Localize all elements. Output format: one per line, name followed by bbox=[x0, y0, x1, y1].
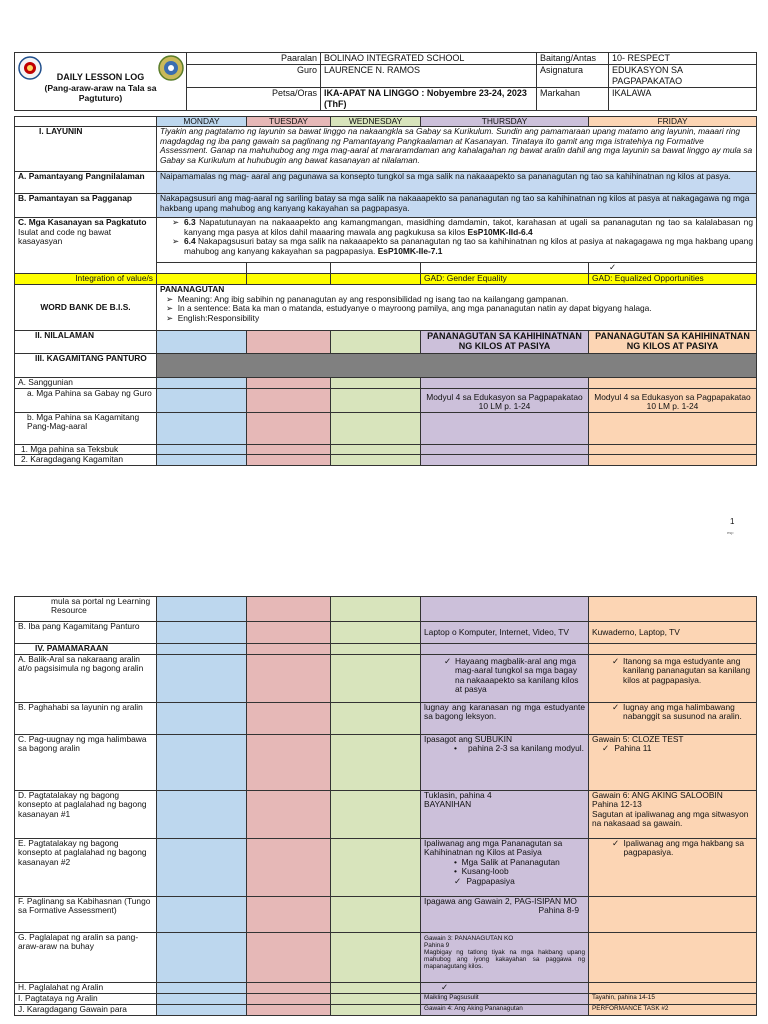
check-icon: ✓ bbox=[421, 983, 589, 994]
kasanayan-item-1 bbox=[160, 218, 753, 237]
day-header-empty bbox=[15, 117, 157, 127]
nilalaman-wed bbox=[331, 331, 421, 354]
check-icon: ✓ bbox=[612, 656, 620, 666]
pagtatalakay1-fri: Gawain 6: ANG AKING SALOOBIN Pahina 12-13 Sagutan at ipaliwanag ang mga sitwasyon na nakasaad sa gawain. bbox=[589, 791, 757, 839]
pagtatalakay2-label: E. Pagtatalakay ng bagong konsepto at paglalahad ng bagong kasanayan #2 bbox=[15, 839, 157, 897]
paglalapat-fri bbox=[589, 933, 757, 983]
bullet-icon: • bbox=[454, 866, 457, 877]
kasanayan-sub: Isulat and code ng bawat kasayasyan bbox=[18, 226, 112, 247]
pag-uugnay-wed bbox=[331, 735, 421, 791]
sanggunian-thu bbox=[421, 378, 589, 388]
paglalapat-label: G. Paglalapat ng aralin sa pang-araw-araw na buhay bbox=[15, 933, 157, 983]
kasanayan-item-2 bbox=[160, 237, 753, 256]
pagtatalakay1-wed bbox=[331, 791, 421, 839]
karagdagang-gawain-label: J. Karagdagang Gawain para bbox=[15, 1005, 157, 1016]
pagtataya-mon bbox=[157, 994, 247, 1005]
sanggunian-fri bbox=[589, 378, 757, 388]
day-header-monday: MONDAY bbox=[157, 117, 247, 127]
balik-aral-label: A. Balik-Aral sa nakaraang aralin at/o pagsisimula ng bagong aralin bbox=[15, 655, 157, 703]
check-icon: ✓ bbox=[454, 875, 462, 886]
sanggunian-label: A. Sanggunian bbox=[15, 378, 157, 388]
portal-thu bbox=[421, 597, 589, 622]
kasanayan-num-1: 6.3 bbox=[184, 217, 196, 228]
pagtataya-tue bbox=[247, 994, 331, 1005]
teksbuk-label: 1. Mga pahina sa Teksbuk bbox=[15, 444, 157, 454]
paglinang-mon bbox=[157, 897, 247, 933]
kagamitan-label: III. KAGAMITANG PANTURO bbox=[15, 354, 157, 378]
pagtataya-fri: Tayahin, pahina 14-15 bbox=[589, 994, 757, 1005]
lesson-table-2 bbox=[14, 596, 757, 1016]
pagganap-label: B. Pamantayan sa Pagganap bbox=[15, 194, 157, 218]
kasanayan-text-2: Nakapagsusuri batay sa mga salik na nakaaapekto sa pananagutan ng tao sa kahihinatnan ng kilos at pasiya at nakagagawa ng mga hakbang upang mahubog ang kanyang kakayahan sa pagpapasiya. bbox=[184, 236, 753, 256]
iba-pang-tue bbox=[247, 622, 331, 644]
pamamaraan-wed bbox=[331, 644, 421, 655]
check-icon: ✓ bbox=[589, 263, 757, 274]
teksbuk-wed bbox=[331, 444, 421, 454]
values-wed bbox=[331, 274, 421, 285]
lesson-table-page2 bbox=[14, 596, 756, 1016]
layunin-text: Tiyakin ang pagtatamo ng layunin sa bawat linggo na nakaangkla sa Gabay sa Kurikulum. Sundin ang pamamaraan upang matamo ang layunin, maaari ring magdagdag ng iba pang gawain sa paglinang ng Pamantayang Pangkaalaman at Kasanayan. Tinataya ito gamit ang mga istratehiya ng Formative Assessment. Ganap na mahuhubog ang mga mag-aaral at mararamdaman ang kahalagahan ng bawat aralin dahil ang mga layunin sa bawat linggo ay mula sa Gabay sa Kurikulum at huhubugin ang bawat kasanayan at nilalaman. bbox=[157, 127, 757, 172]
pamamaraan-thu bbox=[421, 644, 589, 655]
check-icon: ✓ bbox=[444, 656, 452, 666]
pagtatalakay2-fri: ✓ Ipaliwanag ang mga hakbang sa pagpapasiya. bbox=[589, 839, 757, 897]
pagtataya-wed bbox=[331, 994, 421, 1005]
paglinang-label: F. Paglinang sa Kabihasnan (Tungo sa Formative Assessment) bbox=[15, 897, 157, 933]
paglalapat-thu: Gawain 3: PANANAGUTAN KO Pahina 9 Magbigay ng tatlong tiyak na mga hakbang upang mahubog ang iyong kakayahan sa paggawa ng mapanagutang kilos. bbox=[421, 933, 589, 983]
asignatura-value: EDUKASYON SA PAGPAPAKATAO bbox=[609, 65, 757, 88]
pagtatalakay2-tue bbox=[247, 839, 331, 897]
day-header-wednesday: WEDNESDAY bbox=[331, 117, 421, 127]
karagdagang-gawain-wed bbox=[331, 1005, 421, 1016]
school-seal-icon bbox=[158, 55, 184, 81]
baitang-label: Baitang/Antas bbox=[537, 53, 609, 65]
karagdagang-gawain-tue bbox=[247, 1005, 331, 1016]
kasanayan-mon bbox=[157, 263, 247, 274]
paglalapat-wed bbox=[331, 933, 421, 983]
wordbank-label: WORD BANK DE B.I.S. bbox=[15, 285, 157, 331]
sanggunian-tue bbox=[247, 378, 331, 388]
karagdagang-label: 2. Karagdagang Kagamitan bbox=[15, 455, 157, 465]
gabay-guro-tue bbox=[247, 388, 331, 412]
day-header-friday: FRIDAY bbox=[589, 117, 757, 127]
nilalaman-thu: PANANAGUTAN SA KAHIHINATNAN NG KILOS AT PASIYA bbox=[421, 331, 589, 354]
teksbuk-thu bbox=[421, 444, 589, 454]
arrow-bullet-icon: ➢ bbox=[172, 217, 180, 228]
sanggunian-mon bbox=[157, 378, 247, 388]
kasanayan-thu bbox=[421, 263, 589, 274]
balik-aral-thu: ✓ Hayaang magbalik-aral ang mga mag-aaral tungkol sa mga bagay na nakaaapekto sa kanilang kilos at pasya bbox=[421, 655, 589, 703]
portal-mon bbox=[157, 597, 247, 622]
paglalahat-tue bbox=[247, 983, 331, 994]
teksbuk-fri bbox=[589, 444, 757, 454]
pagtataya-thu: Maikling Pagsusulit bbox=[421, 994, 589, 1005]
pangnilalaman-text: Naipamamalas ng mag- aaral ang pagunawa sa konsepto tungkol sa mga salik na nakaaapekto sa pananagutan ng tao sa kahihinatnan ng kilos at pasya. bbox=[157, 172, 757, 194]
lesson-table-page1 bbox=[14, 116, 756, 466]
paglinang-fri bbox=[589, 897, 757, 933]
karagdagang-gawain-fri: PERFORMANCE TASK #2 bbox=[589, 1005, 757, 1016]
gabay-guro-mon bbox=[157, 388, 247, 412]
paglinang-wed bbox=[331, 897, 421, 933]
kasanayan-tue bbox=[247, 263, 331, 274]
gabay-guro-thu: Modyul 4 sa Edukasyon sa Pagpapakatao 10 LM p. 1-24 bbox=[421, 388, 589, 412]
paglalapat-tue bbox=[247, 933, 331, 983]
balik-aral-mon bbox=[157, 655, 247, 703]
portal-label: mula sa portal ng Learning Resource bbox=[15, 597, 157, 622]
karagdagang-gawain-mon bbox=[157, 1005, 247, 1016]
teksbuk-mon bbox=[157, 444, 247, 454]
karagdagang-fri bbox=[589, 455, 757, 465]
paglalapat-mon bbox=[157, 933, 247, 983]
iba-pang-label: B. Iba pang Kagamitang Panturo bbox=[15, 622, 157, 644]
asignatura-label: Asignatura bbox=[537, 65, 609, 88]
pamamaraan-mon bbox=[157, 644, 247, 655]
kasanayan-label-cell bbox=[15, 218, 157, 274]
check-icon: ✓ bbox=[612, 702, 620, 712]
kagamitan-mag-aaral-label: b. Mga Pahina sa Kagamitang Pang-Mag-aaral bbox=[15, 412, 157, 444]
paghahabi-wed bbox=[331, 703, 421, 735]
paghahabi-thu: lugnay ang karanasan ng mga estudyante sa bagong leksyon. bbox=[421, 703, 589, 735]
pag-uugnay-tue bbox=[247, 735, 331, 791]
pagtatalakay2-mon bbox=[157, 839, 247, 897]
portal-tue bbox=[247, 597, 331, 622]
karagdagang-tue bbox=[247, 455, 331, 465]
iba-pang-mon bbox=[157, 622, 247, 644]
iba-pang-thu: Laptop o Komputer, Internet, Video, TV bbox=[421, 622, 589, 644]
paaralan-value: BOLINAO INTEGRATED SCHOOL bbox=[321, 53, 537, 65]
paglalahat-mon bbox=[157, 983, 247, 994]
paglalahat-label: H. Paglalahat ng Aralin bbox=[15, 983, 157, 994]
arrow-bullet-icon: ➢ bbox=[172, 236, 180, 247]
paghahabi-mon bbox=[157, 703, 247, 735]
pag-uugnay-fri: Gawain 5: CLOZE TEST ✓ Pahina 11 bbox=[589, 735, 757, 791]
bullet-icon: • bbox=[454, 743, 457, 754]
pagtatalakay1-label: D. Pagtatalakay ng bagong konsepto at paglalahad ng bagong kasanayan #1 bbox=[15, 791, 157, 839]
kasanayan-label: C. Mga Kasanayan sa Pagkatuto bbox=[18, 217, 147, 228]
portal-fri bbox=[589, 597, 757, 622]
pagtatalakay2-thu: Ipaliwanag ang mga Pananagutan sa Kahihinatnan ng Kilos at Pasiya • Mga Salik at Pananagutan • Kusang-loob ✓ Pagpapasiya bbox=[421, 839, 589, 897]
values-mon bbox=[157, 274, 247, 285]
pamamaraan-fri bbox=[589, 644, 757, 655]
values-tue bbox=[247, 274, 331, 285]
pagtatalakay1-mon bbox=[157, 791, 247, 839]
petsa-value: IKA-APAT NA LINGGO : Nobyembre 23-24, 2023 (ThF) bbox=[321, 88, 537, 111]
pagtatalakay1-thu: Tuklasin, pahina 4 BAYANIHAN bbox=[421, 791, 589, 839]
paaralan-label: Paaralan bbox=[187, 53, 321, 65]
gabay-guro-label: a. Mga Pahina sa Gabay ng Guro bbox=[15, 388, 157, 412]
header-table bbox=[14, 52, 757, 111]
kasanayan-num-2: 6.4 bbox=[184, 236, 196, 247]
arrow-bullet-icon: ➢ bbox=[166, 303, 174, 314]
pangnilalaman-label: A. Pamantayang Pangnilalaman bbox=[15, 172, 157, 194]
deped-seal-icon bbox=[18, 56, 42, 80]
kasanayan-cell bbox=[157, 218, 757, 263]
kasanayan-text-1: Napatutunayan na nakaaapekto ang kamangmangan, masidhing damdamin, takot, karahasan at ugali sa pananagutan ng tao sa kalalabasan ng kanyang mga pasya at kilos dahil maaaring mawala ang pagkukusa sa kilos bbox=[184, 217, 753, 237]
sanggunian-wed bbox=[331, 378, 421, 388]
pagganap-text: Nakapagsusuri ang mag-aaral ng sariling batay sa mga salik na nakaaapekto sa pananagutan ng tao sa kahihinatnan ng kilos at pasya at nakagagawa ng mga hakbang upang mahubog ang kanyang kakayahan sa pagpapasya. bbox=[157, 194, 757, 218]
balik-aral-fri: ✓ Itanong sa mga estudyante ang kanilang pananagutan sa kanilang kilos at pagpapasiya. bbox=[589, 655, 757, 703]
page-number: 1 bbox=[730, 517, 735, 526]
layunin-label: I. LAYUNIN bbox=[15, 127, 157, 172]
pagtataya-label: I. Pagtataya ng Aralin bbox=[15, 994, 157, 1005]
paglinang-tue bbox=[247, 897, 331, 933]
pag-uugnay-mon bbox=[157, 735, 247, 791]
portal-wed bbox=[331, 597, 421, 622]
wordbank-item-3: ➢ English:Responsibility bbox=[166, 312, 260, 323]
gabay-guro-wed bbox=[331, 388, 421, 412]
gabay-guro-fri: Modyul 4 sa Edukasyon sa Pagpapakatao 10 LM p. 1-24 bbox=[589, 388, 757, 412]
guro-label: Guro bbox=[187, 65, 321, 88]
kasanayan-wed bbox=[331, 263, 421, 274]
kagamitan-grey bbox=[157, 354, 757, 378]
values-label: Integration of value/s bbox=[15, 274, 157, 285]
kagamitan-mag-aaral-fri bbox=[589, 412, 757, 444]
markahan-label: Markahan bbox=[537, 88, 609, 111]
wordbank-item-2: ➢ In a sentence: Bata ka man o matanda, estudyanye o mayroong pamilya, ang mga pananagutan natin ay dapat bigyang halaga. bbox=[166, 303, 652, 314]
paghahabi-label: B. Paghahabi sa layunin ng aralin bbox=[15, 703, 157, 735]
dll-title: DAILY LESSON LOG bbox=[56, 72, 145, 82]
bullet-icon: • bbox=[454, 856, 457, 867]
petsa-label: Petsa/Oras bbox=[187, 88, 321, 111]
pamamaraan-tue bbox=[247, 644, 331, 655]
markahan-value: IKALAWA bbox=[609, 88, 757, 111]
pag-uugnay-thu: Ipasagot ang SUBUKIN • pahina 2-3 sa kanilang modyul. bbox=[421, 735, 589, 791]
paghahabi-tue bbox=[247, 703, 331, 735]
paglinang-thu: Ipagawa ang Gawain 2, PAG-ISIPAN MO Pahina 8-9 bbox=[421, 897, 589, 933]
kasanayan-code-2: EsP10MK-IIe-7.1 bbox=[377, 245, 443, 256]
paglalahat-wed bbox=[331, 983, 421, 994]
header-block bbox=[14, 52, 756, 111]
pagtatalakay1-tue bbox=[247, 791, 331, 839]
pamamaraan-label: IV. PAMAMARAAN bbox=[15, 644, 157, 655]
karagdagang-thu bbox=[421, 455, 589, 465]
kagamitan-mag-aaral-thu bbox=[421, 412, 589, 444]
page-note: esp bbox=[727, 530, 734, 535]
check-icon: ✓ bbox=[612, 838, 620, 848]
nilalaman-fri: PANANAGUTAN SA KAHIHINATNAN NG KILOS AT PASIYA bbox=[589, 331, 757, 354]
karagdagang-mon bbox=[157, 455, 247, 465]
nilalaman-mon bbox=[157, 331, 247, 354]
karagdagang-wed bbox=[331, 455, 421, 465]
day-header-tuesday: TUESDAY bbox=[247, 117, 331, 127]
day-header-thursday: THURSDAY bbox=[421, 117, 589, 127]
arrow-bullet-icon: ➢ bbox=[166, 293, 174, 304]
dll-subtitle: (Pang-araw-araw na Tala sa Pagtuturo) bbox=[44, 83, 157, 103]
lesson-table bbox=[14, 116, 757, 466]
wordbank-cell bbox=[157, 285, 757, 331]
kasanayan-code-1: EsP10MK-IId-6.4 bbox=[467, 226, 533, 237]
balik-aral-tue bbox=[247, 655, 331, 703]
values-fri: GAD: Equalized Opportunities bbox=[589, 274, 757, 285]
wordbank-word: PANANAGUTAN bbox=[160, 284, 225, 295]
karagdagang-gawain-thu: Gawain 4: Ang Aking Pananagutan bbox=[421, 1005, 589, 1016]
dll-title-cell bbox=[15, 53, 187, 111]
pag-uugnay-label: C. Pag-uugnay ng mga halimbawa sa bagong aralin bbox=[15, 735, 157, 791]
values-thu: GAD: Gender Equality bbox=[421, 274, 589, 285]
nilalaman-label: II. NILALAMAN bbox=[15, 331, 157, 354]
balik-aral-wed bbox=[331, 655, 421, 703]
teksbuk-tue bbox=[247, 444, 331, 454]
check-icon: ✓ bbox=[602, 743, 610, 754]
pagtatalakay2-wed bbox=[331, 839, 421, 897]
wordbank-item-1: ➢ Meaning: Ang ibig sabihin ng pananagutan ay ang responsibilidad ng isang tao na kailangang gampanan. bbox=[166, 293, 569, 304]
kagamitan-mag-aaral-wed bbox=[331, 412, 421, 444]
nilalaman-tue bbox=[247, 331, 331, 354]
paglalahat-fri bbox=[589, 983, 757, 994]
kagamitan-mag-aaral-mon bbox=[157, 412, 247, 444]
iba-pang-wed bbox=[331, 622, 421, 644]
guro-value: LAURENCE N. RAMOS bbox=[321, 65, 537, 88]
arrow-bullet-icon: ➢ bbox=[166, 312, 174, 323]
baitang-value: 10- RESPECT bbox=[609, 53, 757, 65]
kagamitan-mag-aaral-tue bbox=[247, 412, 331, 444]
iba-pang-fri: Kuwaderno, Laptop, TV bbox=[589, 622, 757, 644]
paghahabi-fri: ✓ Iugnay ang mga halimbawang nabanggit sa susunod na aralin. bbox=[589, 703, 757, 735]
